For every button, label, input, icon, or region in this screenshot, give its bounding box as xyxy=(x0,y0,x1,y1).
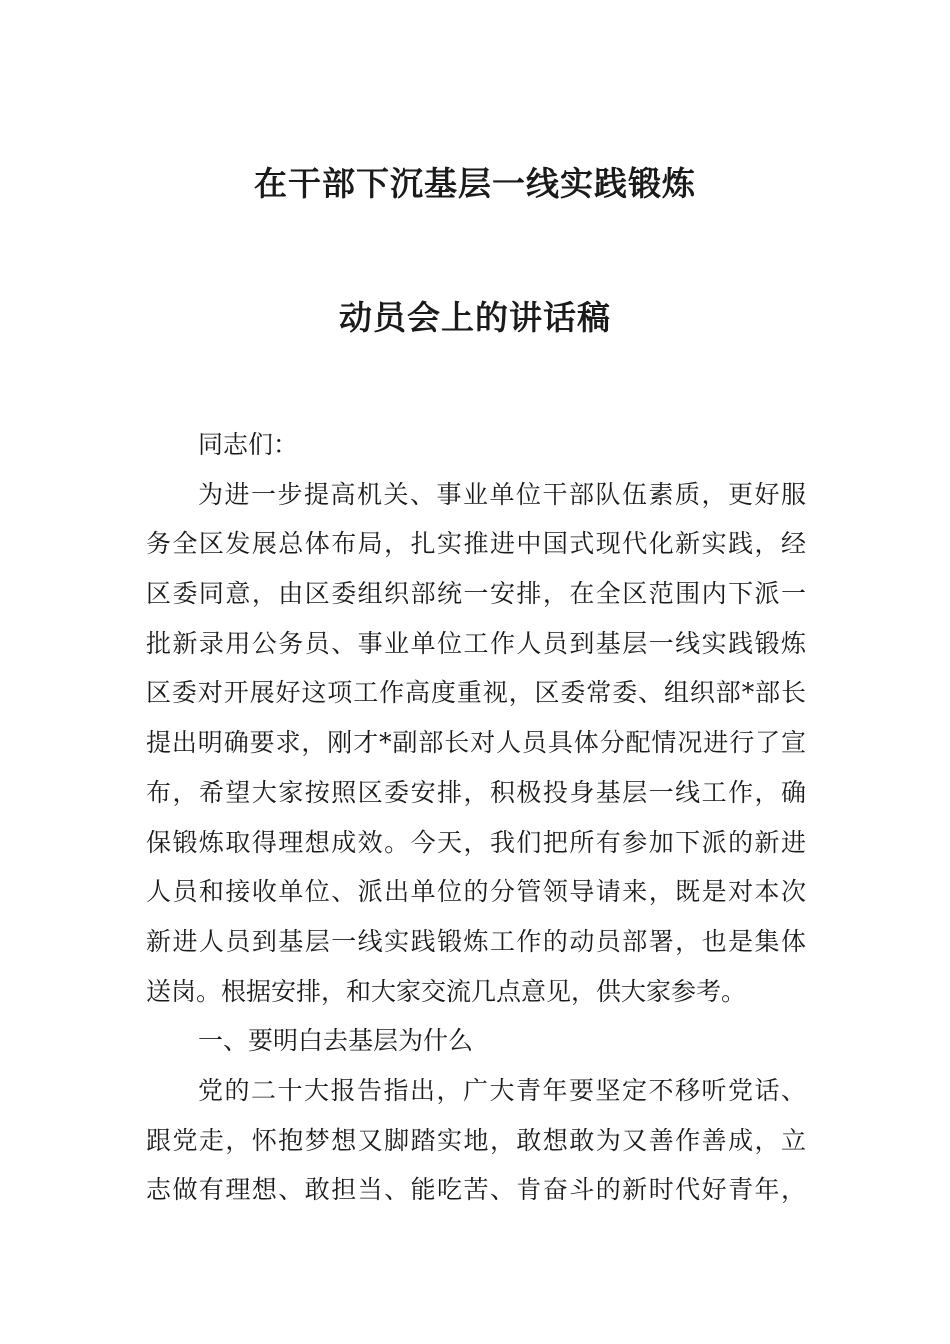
paragraph-1-line: 新进人员到基层一线实践锻炼工作的动员部署，也是集体 xyxy=(146,926,806,956)
paragraph-1-line: 务全区发展总体布局，扎实推进中国式现代化新实践，经 xyxy=(146,529,806,559)
document-title-line-2: 动员会上的讲话稿 xyxy=(339,298,611,337)
paragraph-1-line: 保锻炼取得理想成效。今天，我们把所有参加下派的新进 xyxy=(146,827,806,857)
paragraph-1-line: 送岗。根据安排，和大家交流几点意见，供大家参考。 xyxy=(146,976,747,1006)
paragraph-1-line: 批新录用公务员、事业单位工作人员到基层一线实践锻炼 xyxy=(146,628,806,658)
paragraph-1-line: 人员和接收单位、派出单位的分管领导请来，既是对本次 xyxy=(146,877,806,907)
salutation: 同志们： xyxy=(198,430,299,459)
paragraph-2-line: 跟党走，怀抱梦想又脚踏实地，敢想敢为又善作善成，立 xyxy=(146,1125,806,1155)
document-title-line-1: 在干部下沉基层一线实践锻炼 xyxy=(254,164,696,203)
paragraph-1-line: 区委对开展好这项工作高度重视，区委常委、组织部*部长 xyxy=(146,678,806,708)
paragraph-1-line: 提出明确要求，刚才*副部长对人员具体分配情况进行了宣 xyxy=(146,728,806,758)
paragraph-2-line: 党的二十大报告指出，广大青年要坚定不移听党话、 xyxy=(198,1075,806,1105)
paragraph-1-line: 区委同意，由区委组织部统一安排，在全区范围内下派一 xyxy=(146,579,806,609)
paragraph-2-line: 志做有理想、敢担当、能吃苦、肯奋斗的新时代好青年， xyxy=(146,1175,806,1205)
document-body xyxy=(146,420,806,1215)
section-heading: 一、要明白去基层为什么 xyxy=(198,1026,474,1056)
paragraph-1-line: 布，希望大家按照区委安排，积极投身基层一线工作，确 xyxy=(146,777,806,807)
paragraph-1-line: 为进一步提高机关、事业单位干部队伍素质，更好服 xyxy=(198,479,806,509)
